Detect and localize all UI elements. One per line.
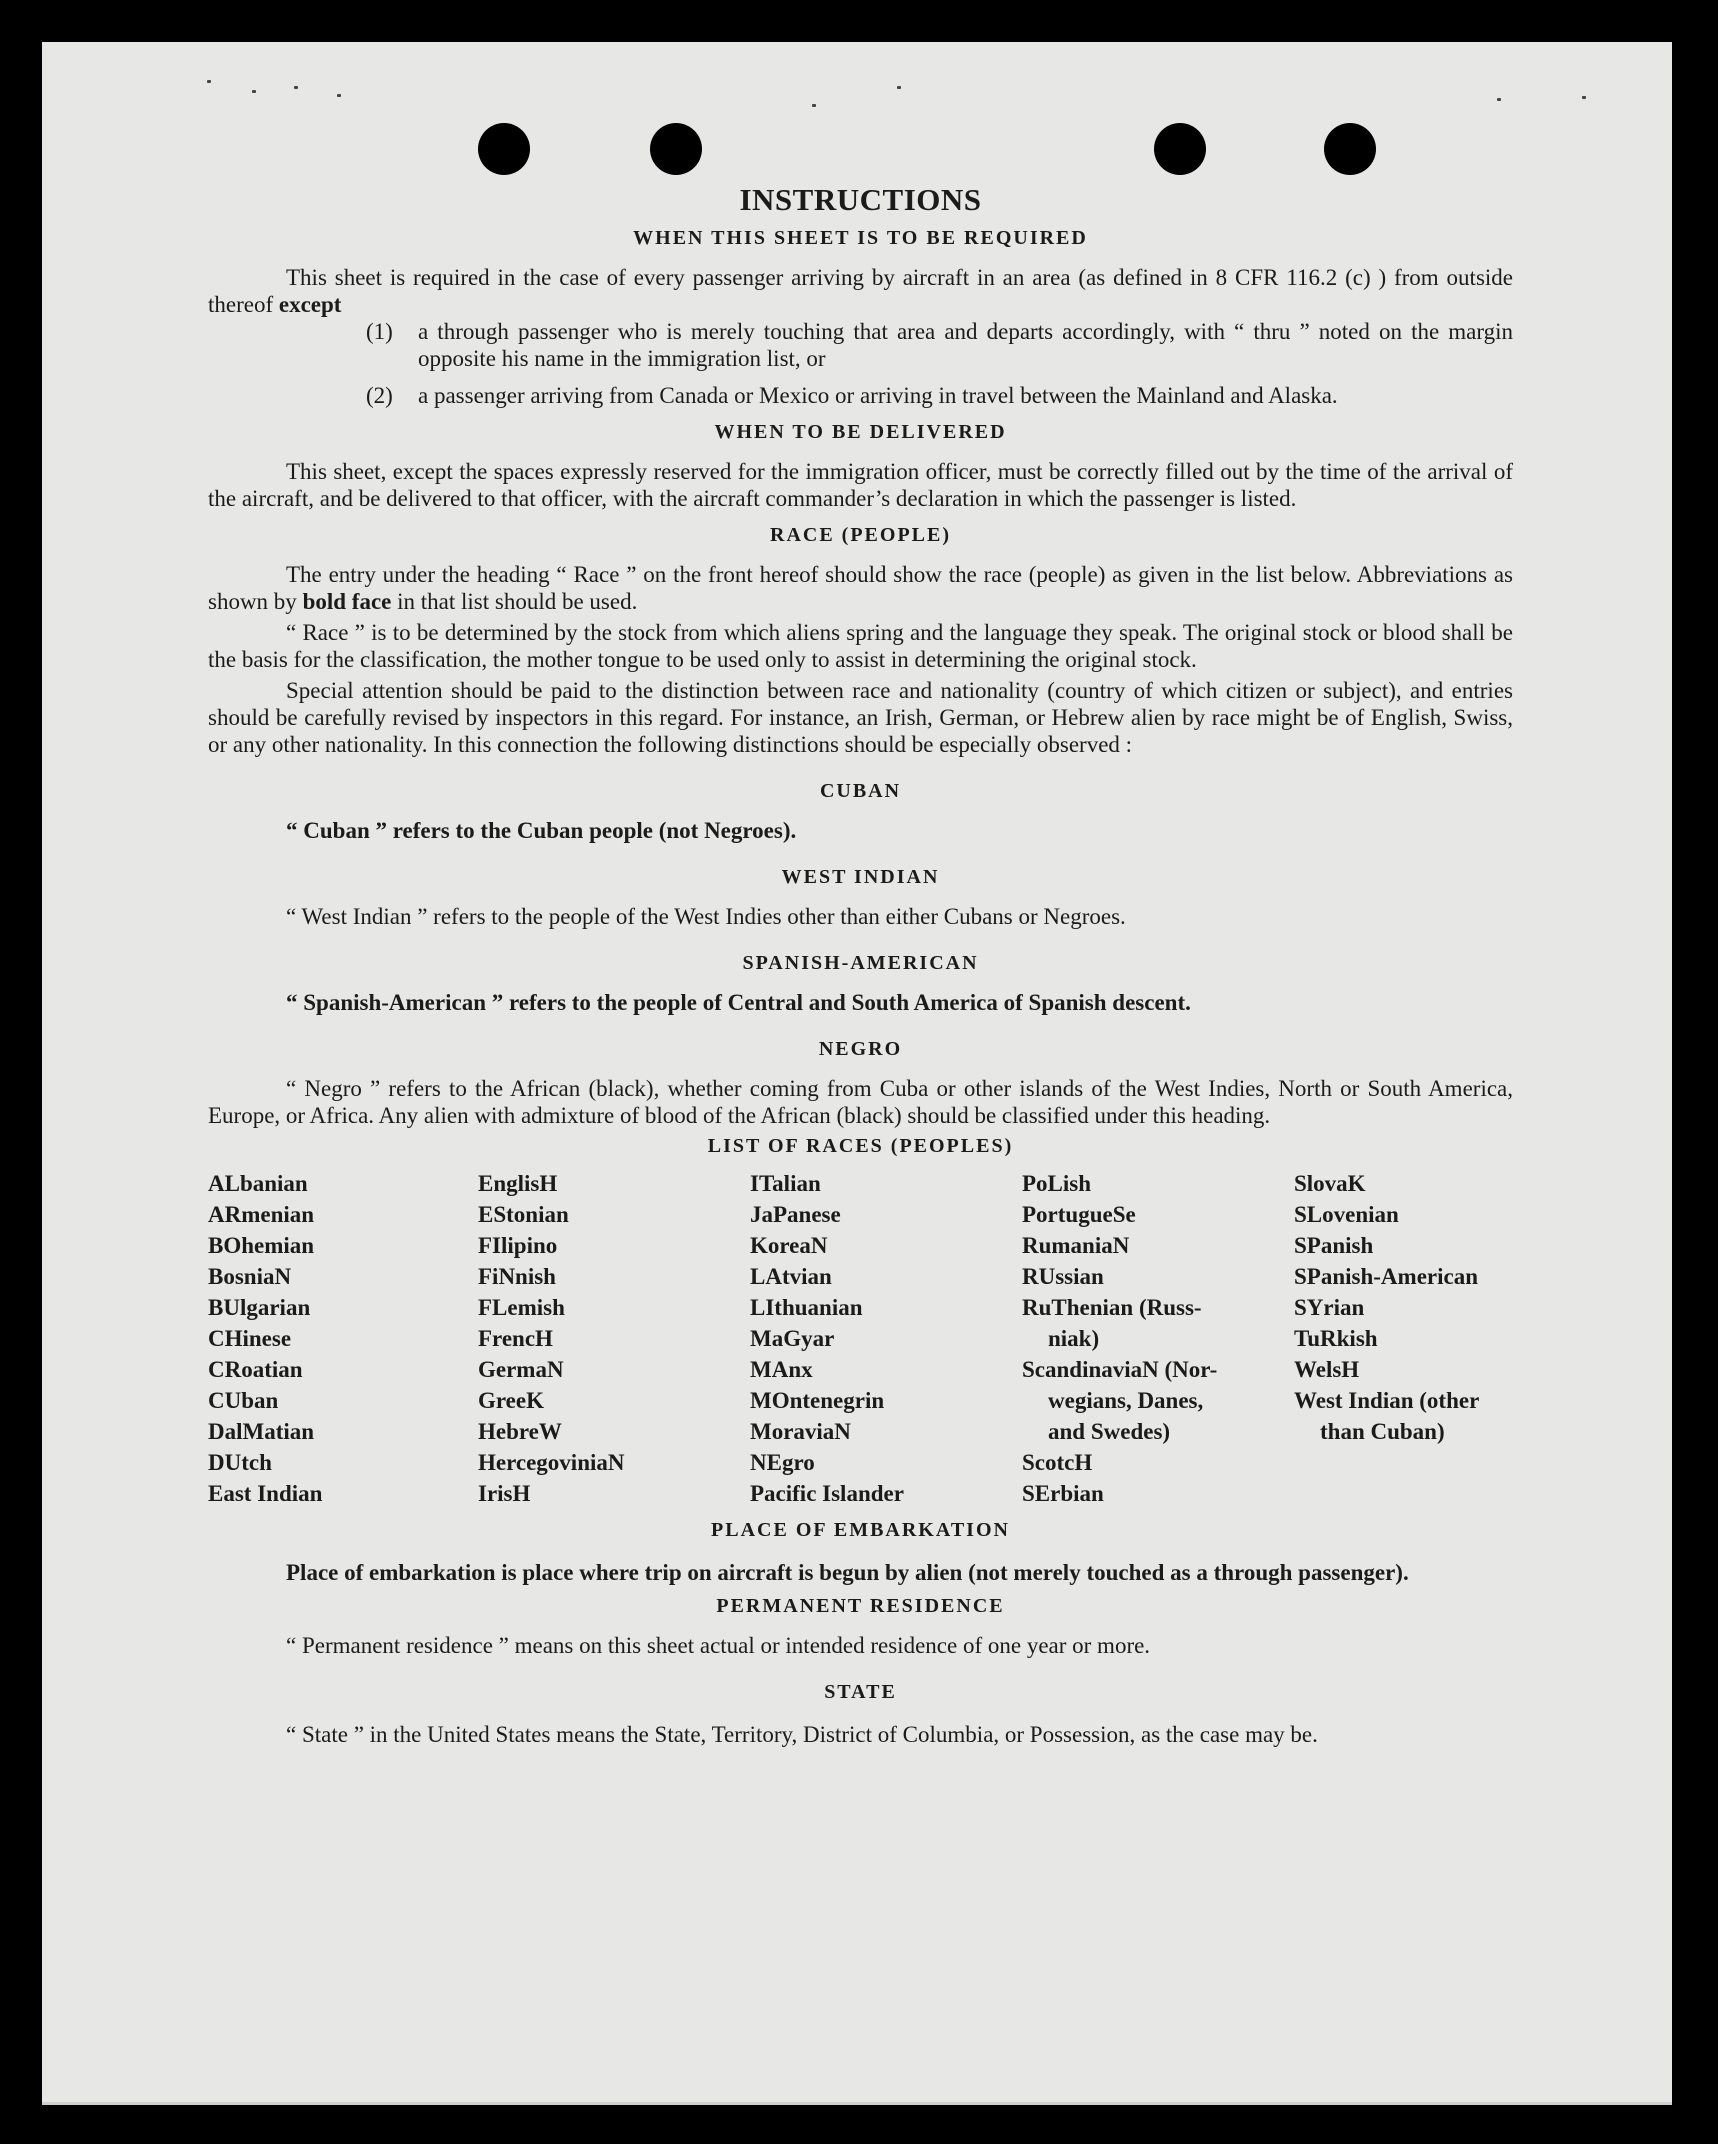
- list-item: FiNnish: [478, 1264, 556, 1289]
- list-item: DUtch: [208, 1450, 272, 1475]
- list-item: LAtvian: [750, 1264, 832, 1289]
- list-item: ScotcH: [1022, 1450, 1093, 1475]
- punch-hole: [478, 123, 530, 175]
- list-item: TuRkish: [1294, 1326, 1378, 1351]
- list-item: FIlipino: [478, 1233, 558, 1258]
- west-indian-text: “ West Indian ” refers to the people of the West Indies other than either Cubans or Negroes.: [286, 904, 1126, 929]
- state-text: “ State ” in the United States means the State, Territory, District of Columbia, or Possession, as the case may be.: [286, 1722, 1318, 1747]
- races-column: [1022, 1168, 1294, 1509]
- section-heading-cuban: CUBAN: [819, 780, 902, 802]
- list-item: RUssian: [1022, 1264, 1104, 1289]
- list-item: MaGyar: [750, 1326, 835, 1351]
- delivered-text: This sheet, except the spaces expressly reserved for the immigration officer, must be correctly filled out by the time of the arrival of the aircraft, and be delivered to that officer, with the aircraft commander’s declaration in which the passenger is listed.: [208, 459, 1513, 511]
- list-item: SPanish: [1294, 1233, 1374, 1258]
- spanish-american-text: “ Spanish-American ” refers to the people of Central and South America of Spanish descent.: [286, 990, 1191, 1015]
- list-item: CUban: [208, 1388, 279, 1413]
- list-item: PortugueSe: [1022, 1202, 1136, 1227]
- list-item: HercegoviniaN: [478, 1450, 625, 1475]
- list-item: JaPanese: [750, 1202, 841, 1227]
- races-list: [208, 1168, 1513, 1509]
- list-item: RumaniaN: [1022, 1233, 1130, 1258]
- list-item: than Cuban): [1320, 1419, 1445, 1444]
- list-item: HebreW: [478, 1419, 562, 1444]
- list-item: SPanish-American: [1294, 1264, 1478, 1289]
- section-heading-required: WHEN THIS SHEET IS TO BE REQUIRED: [633, 227, 1088, 249]
- punch-hole: [650, 123, 702, 175]
- page-title: INSTRUCTIONS: [739, 182, 982, 217]
- section-heading-state: STATE: [824, 1681, 897, 1703]
- list-item: (1) a through passenger who is merely touching that area and departs accordingly, with “ thru ” noted on the margin opposite his name in the immigration list, or: [366, 319, 1513, 371]
- section-heading-delivered: WHEN TO BE DELIVERED: [714, 421, 1007, 443]
- races-column: [750, 1168, 1022, 1509]
- section-heading-west-indian: WEST INDIAN: [781, 866, 940, 888]
- races-column: [1294, 1168, 1513, 1509]
- punch-hole: [1324, 123, 1376, 175]
- list-item: NEgro: [750, 1450, 815, 1475]
- list-item: West Indian (other: [1294, 1388, 1480, 1413]
- list-item: RuThenian (Russ-: [1022, 1295, 1202, 1320]
- races-column: [208, 1168, 478, 1509]
- list-item: ScandinaviaN (Nor-: [1022, 1357, 1218, 1382]
- list-item: ITalian: [750, 1171, 821, 1196]
- races-column: [478, 1168, 750, 1509]
- race-paragraph: “ Race ” is to be determined by the stock from which aliens spring and the language they speak. The original stock or blood shall be the basis for the classification, the mother tongue to be used only to assist in determining the original stock.: [208, 620, 1513, 672]
- required-intro: This sheet is required in the case of every passenger arriving by aircraft in an area (as defined in 8 CFR 116.2 (c) ) from outside thereof except: [208, 265, 1513, 317]
- list-item: EStonian: [478, 1202, 569, 1227]
- negro-text: “ Negro ” refers to the African (black), whether coming from Cuba or other islands of the West Indies, North or South America, Europe, or Africa. Any alien with admixture of blood of the African (black) should be classified under this heading.: [208, 1076, 1513, 1128]
- punch-hole: [1154, 123, 1206, 175]
- race-paragraph: The entry under the heading “ Race ” on the front hereof should show the race (people) as given in the list below. Abbreviations as shown by bold face in that list should be used.: [208, 562, 1513, 614]
- list-item: ALbanian: [208, 1171, 308, 1196]
- list-item: BOhemian: [208, 1233, 315, 1258]
- list-item: KoreaN: [750, 1233, 828, 1258]
- list-item: SYrian: [1294, 1295, 1365, 1320]
- section-heading-embarkation: PLACE OF EMBARKATION: [711, 1519, 1010, 1541]
- list-item: LIthuanian: [750, 1295, 863, 1320]
- race-paragraph: Special attention should be paid to the distinction between race and nationality (country of which citizen or subject), and entries should be carefully revised by inspectors in this regard. For instance, an Irish, German, or Hebrew alien by race might be of English, Swiss, or any other nationality. In this connection the following distinctions should be especially observed :: [208, 678, 1513, 757]
- list-item: GreeK: [478, 1388, 544, 1413]
- list-item: FrencH: [478, 1326, 553, 1351]
- list-item: CRoatian: [208, 1357, 303, 1382]
- list-item: GermaN: [478, 1357, 564, 1382]
- list-item: EnglisH: [478, 1171, 558, 1196]
- list-item: ARmenian: [208, 1202, 315, 1227]
- list-item: Pacific Islander: [750, 1481, 904, 1506]
- section-heading-negro: NEGRO: [818, 1038, 903, 1060]
- list-item: FLemish: [478, 1295, 565, 1320]
- list-item: niak): [1048, 1326, 1100, 1351]
- list-item: BosniaN: [208, 1264, 292, 1289]
- embarkation-text: Place of embarkation is place where trip on aircraft is begun by alien (not merely touched as a through passenger).: [286, 1560, 1409, 1585]
- section-heading-race: RACE (PEOPLE): [770, 524, 951, 546]
- list-item: BUlgarian: [208, 1295, 311, 1320]
- instructions-content: [208, 182, 1513, 1751]
- cuban-text: “ Cuban ” refers to the Cuban people (not Negroes).: [286, 818, 797, 843]
- list-item: wegians, Danes,: [1048, 1388, 1204, 1413]
- list-item: SErbian: [1022, 1481, 1104, 1506]
- section-heading-spanish-american: SPANISH-AMERICAN: [742, 952, 979, 974]
- list-item: East Indian: [208, 1481, 323, 1506]
- list-item: MAnx: [750, 1357, 813, 1382]
- list-item: and Swedes): [1048, 1419, 1171, 1444]
- list-item: WelsH: [1294, 1357, 1360, 1382]
- list-item: DalMatian: [208, 1419, 315, 1444]
- section-heading-list: LIST OF RACES (PEOPLES): [707, 1135, 1014, 1157]
- list-item: SLovenian: [1294, 1202, 1399, 1227]
- list-item: MoraviaN: [750, 1419, 851, 1444]
- list-item: (2) a passenger arriving from Canada or Mexico or arriving in travel between the Mainland and Alaska.: [366, 383, 1338, 408]
- list-item: IrisH: [478, 1481, 531, 1506]
- section-heading-residence: PERMANENT RESIDENCE: [716, 1595, 1005, 1617]
- list-item: CHinese: [208, 1326, 292, 1351]
- list-item: MOntenegrin: [750, 1388, 885, 1413]
- list-item: PoLish: [1022, 1171, 1092, 1196]
- residence-text: “ Permanent residence ” means on this sheet actual or intended residence of one year or more.: [286, 1633, 1151, 1658]
- list-item: SlovaK: [1294, 1171, 1366, 1196]
